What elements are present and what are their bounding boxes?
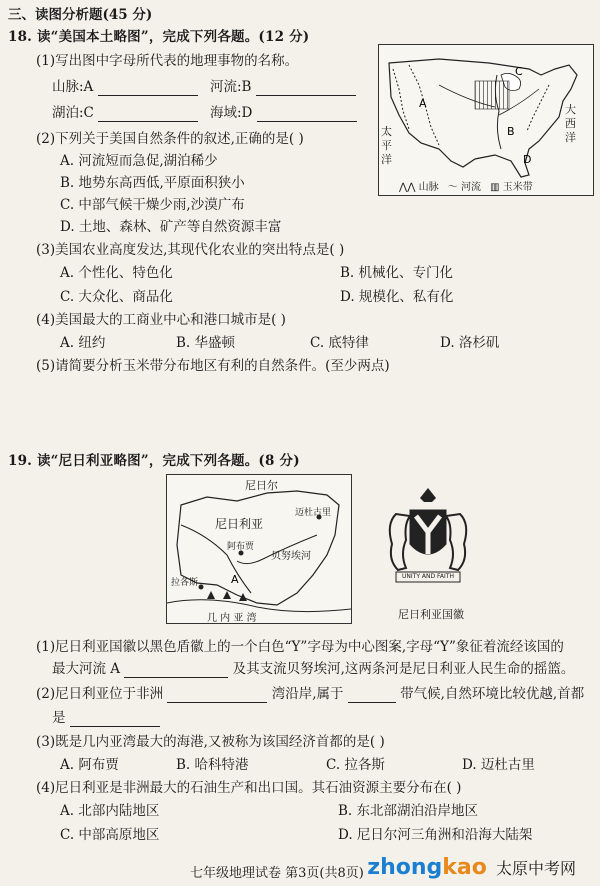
mountain-legend-icon: ⋀⋀: [399, 182, 416, 193]
answer-blank[interactable]: [70, 712, 160, 727]
nigeria-map-drawing: [167, 475, 351, 623]
text: 最大河流 A: [52, 661, 121, 677]
q18-p4-option-c[interactable]: C. 底特律: [310, 335, 369, 351]
q18-p4-option-d[interactable]: D. 洛杉矶: [440, 335, 500, 351]
q19-p4-text: (4)尼日利亚是非洲最大的石油生产和出口国。其石油资源主要分布在( ): [36, 780, 462, 796]
map-label-gulf: 几 内 亚 湾: [207, 613, 257, 624]
usa-map-drawing: [379, 45, 593, 195]
q19-p3-option-c[interactable]: C. 拉各斯: [326, 757, 385, 773]
nigeria-map-label-a: A: [231, 573, 239, 586]
page-footer: 七年级地理试卷 第3页(共8页): [190, 866, 364, 881]
q18-p2-option-c[interactable]: C. 中部气候干燥少雨,沙漠广布: [60, 197, 245, 213]
text: 带气候,自然环境比较优越,首都: [400, 686, 585, 702]
emblem-motto: UNITY AND FAITH: [402, 573, 454, 580]
q18-p5-text: (5)请简要分析玉米带分布地区有利的自然条件。(至少两点): [36, 358, 390, 374]
label: 山脉:A: [52, 79, 94, 95]
q19-p3-option-d[interactable]: D. 迈杜古里: [462, 757, 535, 773]
text: 是: [52, 710, 66, 726]
legend-mountain: 山脉: [418, 182, 439, 193]
q18-p3-option-a[interactable]: A. 个性化、特色化: [60, 265, 173, 281]
logo-text-b: kao: [442, 855, 487, 880]
q18-p2-text: (2)下列关于美国自然条件的叙述,正确的是( ): [36, 131, 304, 147]
q19-p1-line1: (1)尼日利亚国徽以黑色盾徽上的一个白色“Y”字母为中心图案,字母“Y”象征着流经该国的: [36, 639, 564, 655]
map-label-c: C: [515, 65, 523, 78]
q19-p4-option-b[interactable]: B. 东北部湖泊沿岸地区: [338, 803, 479, 819]
corn-belt-area: [475, 81, 509, 109]
q18-p3-text: (3)美国农业高度发达,其现代化农业的突出特点是( ): [36, 242, 345, 258]
q18-p3-option-b[interactable]: B. 机械化、专门化: [340, 265, 454, 281]
text: (2)尼日利亚位于非洲: [36, 686, 164, 702]
map-label-lagos: 拉各斯: [171, 578, 199, 588]
q18-p3-option-c[interactable]: C. 大众化、商品化: [60, 289, 173, 305]
q19-p3-option-b[interactable]: B. 哈科特港: [176, 757, 249, 773]
q18-p4-text: (4)美国最大的工商业中心和港口城市是( ): [36, 312, 286, 328]
q19-p3-text: (3)既是几内亚湾最大的海港,又被称为该国经济首都的是( ): [36, 734, 385, 750]
map-label-nigeria: 尼日利亚: [215, 517, 264, 531]
map-label-niger-country: 尼日尔: [245, 479, 278, 492]
map-legend: [399, 178, 533, 193]
map-label-maiduguri: 迈杜古里: [295, 508, 332, 518]
q18-p4-option-a[interactable]: A. 纽约: [60, 335, 106, 351]
q18-p2-option-a[interactable]: A. 河流短而急促,湖泊稀少: [60, 153, 218, 169]
answer-blank[interactable]: [348, 688, 396, 703]
site-logo[interactable]: [367, 855, 576, 880]
q19-p2-line2: [52, 709, 160, 727]
answer-blank[interactable]: [98, 107, 198, 122]
text: 湾沿岸,属于: [271, 686, 344, 702]
legend-river: 河流: [460, 182, 481, 193]
label: 湖泊:C: [52, 105, 94, 121]
q18-p1-river-b: [210, 78, 356, 96]
text: 及其支流贝努埃河,这两条河是尼日利亚人民生命的摇篮。: [232, 661, 575, 677]
map-label-atlantic: 大西洋: [565, 103, 576, 144]
q18-p4-option-b[interactable]: B. 华盛顿: [176, 335, 236, 351]
q18-p1-mountain-a: [52, 78, 198, 96]
eagle-icon: [420, 488, 436, 502]
usa-outline: [389, 59, 577, 177]
corn-legend-icon: ▥: [490, 182, 500, 193]
label: 海域:D: [210, 105, 253, 121]
q18-stem: 18. 读“美国本土略图”，完成下列各题。(12 分): [8, 29, 310, 45]
q18-p2-option-b[interactable]: B. 地势东高西低,平原面积狭小: [60, 175, 245, 191]
map-label-b: B: [507, 125, 515, 138]
nigeria-coat-of-arms: [376, 484, 480, 596]
emblem-caption: 尼日利亚国徽: [398, 608, 464, 621]
answer-blank[interactable]: [167, 688, 267, 703]
logo-text-a: zhong: [367, 855, 443, 880]
pacific-ranges: [393, 69, 409, 129]
coastline: [167, 600, 351, 612]
horse-left-icon: [390, 514, 410, 570]
answer-blank[interactable]: [124, 663, 228, 678]
q18-p1-text: (1)写出图中字母所代表的地理事物的名称。: [36, 53, 299, 69]
q19-p3-option-a[interactable]: A. 阿布贾: [60, 757, 119, 773]
q19-p4-option-d[interactable]: D. 尼日尔河三角洲和沿海大陆架: [338, 827, 533, 843]
map-label-a: A: [419, 97, 427, 110]
q18-p1-sea-d: [210, 104, 357, 122]
answer-blank[interactable]: [257, 107, 357, 122]
answer-blank[interactable]: [98, 81, 198, 96]
lagos-marker: [199, 585, 204, 590]
appalachian-mountains: [527, 85, 549, 131]
answer-blank[interactable]: [256, 81, 356, 96]
map-label-pacific: 太平洋: [381, 125, 392, 166]
q18-p3-option-d[interactable]: D. 规模化、私有化: [340, 289, 454, 305]
q19-p4-option-a[interactable]: A. 北部内陆地区: [60, 803, 160, 819]
q19-stem: 19. 读“尼日利亚略图”，完成下列各题。(8 分): [8, 453, 300, 469]
q19-p4-option-c[interactable]: C. 中部高原地区: [60, 827, 160, 843]
map-label-d: D: [523, 153, 532, 166]
usa-map: [378, 44, 594, 196]
legend-corn: 玉米带: [502, 182, 533, 193]
q18-p2-option-d[interactable]: D. 土地、森林、矿产等自然资源丰富: [60, 219, 282, 235]
logo-text-c: 太原中考网: [495, 859, 576, 878]
map-label-abuja: 阿布贾: [227, 542, 255, 552]
nigeria-map: [166, 474, 352, 624]
river-legend-icon: ～: [447, 182, 458, 193]
q18-p5-answer-area[interactable]: [36, 380, 596, 440]
label: 河流:B: [210, 79, 252, 95]
q19-p2-line1: [36, 685, 584, 703]
map-label-benue: 贝努埃河: [271, 551, 311, 562]
section-title: 三、读图分析题(45 分): [8, 7, 153, 23]
q18-p1-lake-c: [52, 104, 198, 122]
q19-p1-line2: [52, 660, 574, 678]
horse-right-icon: [446, 514, 466, 570]
